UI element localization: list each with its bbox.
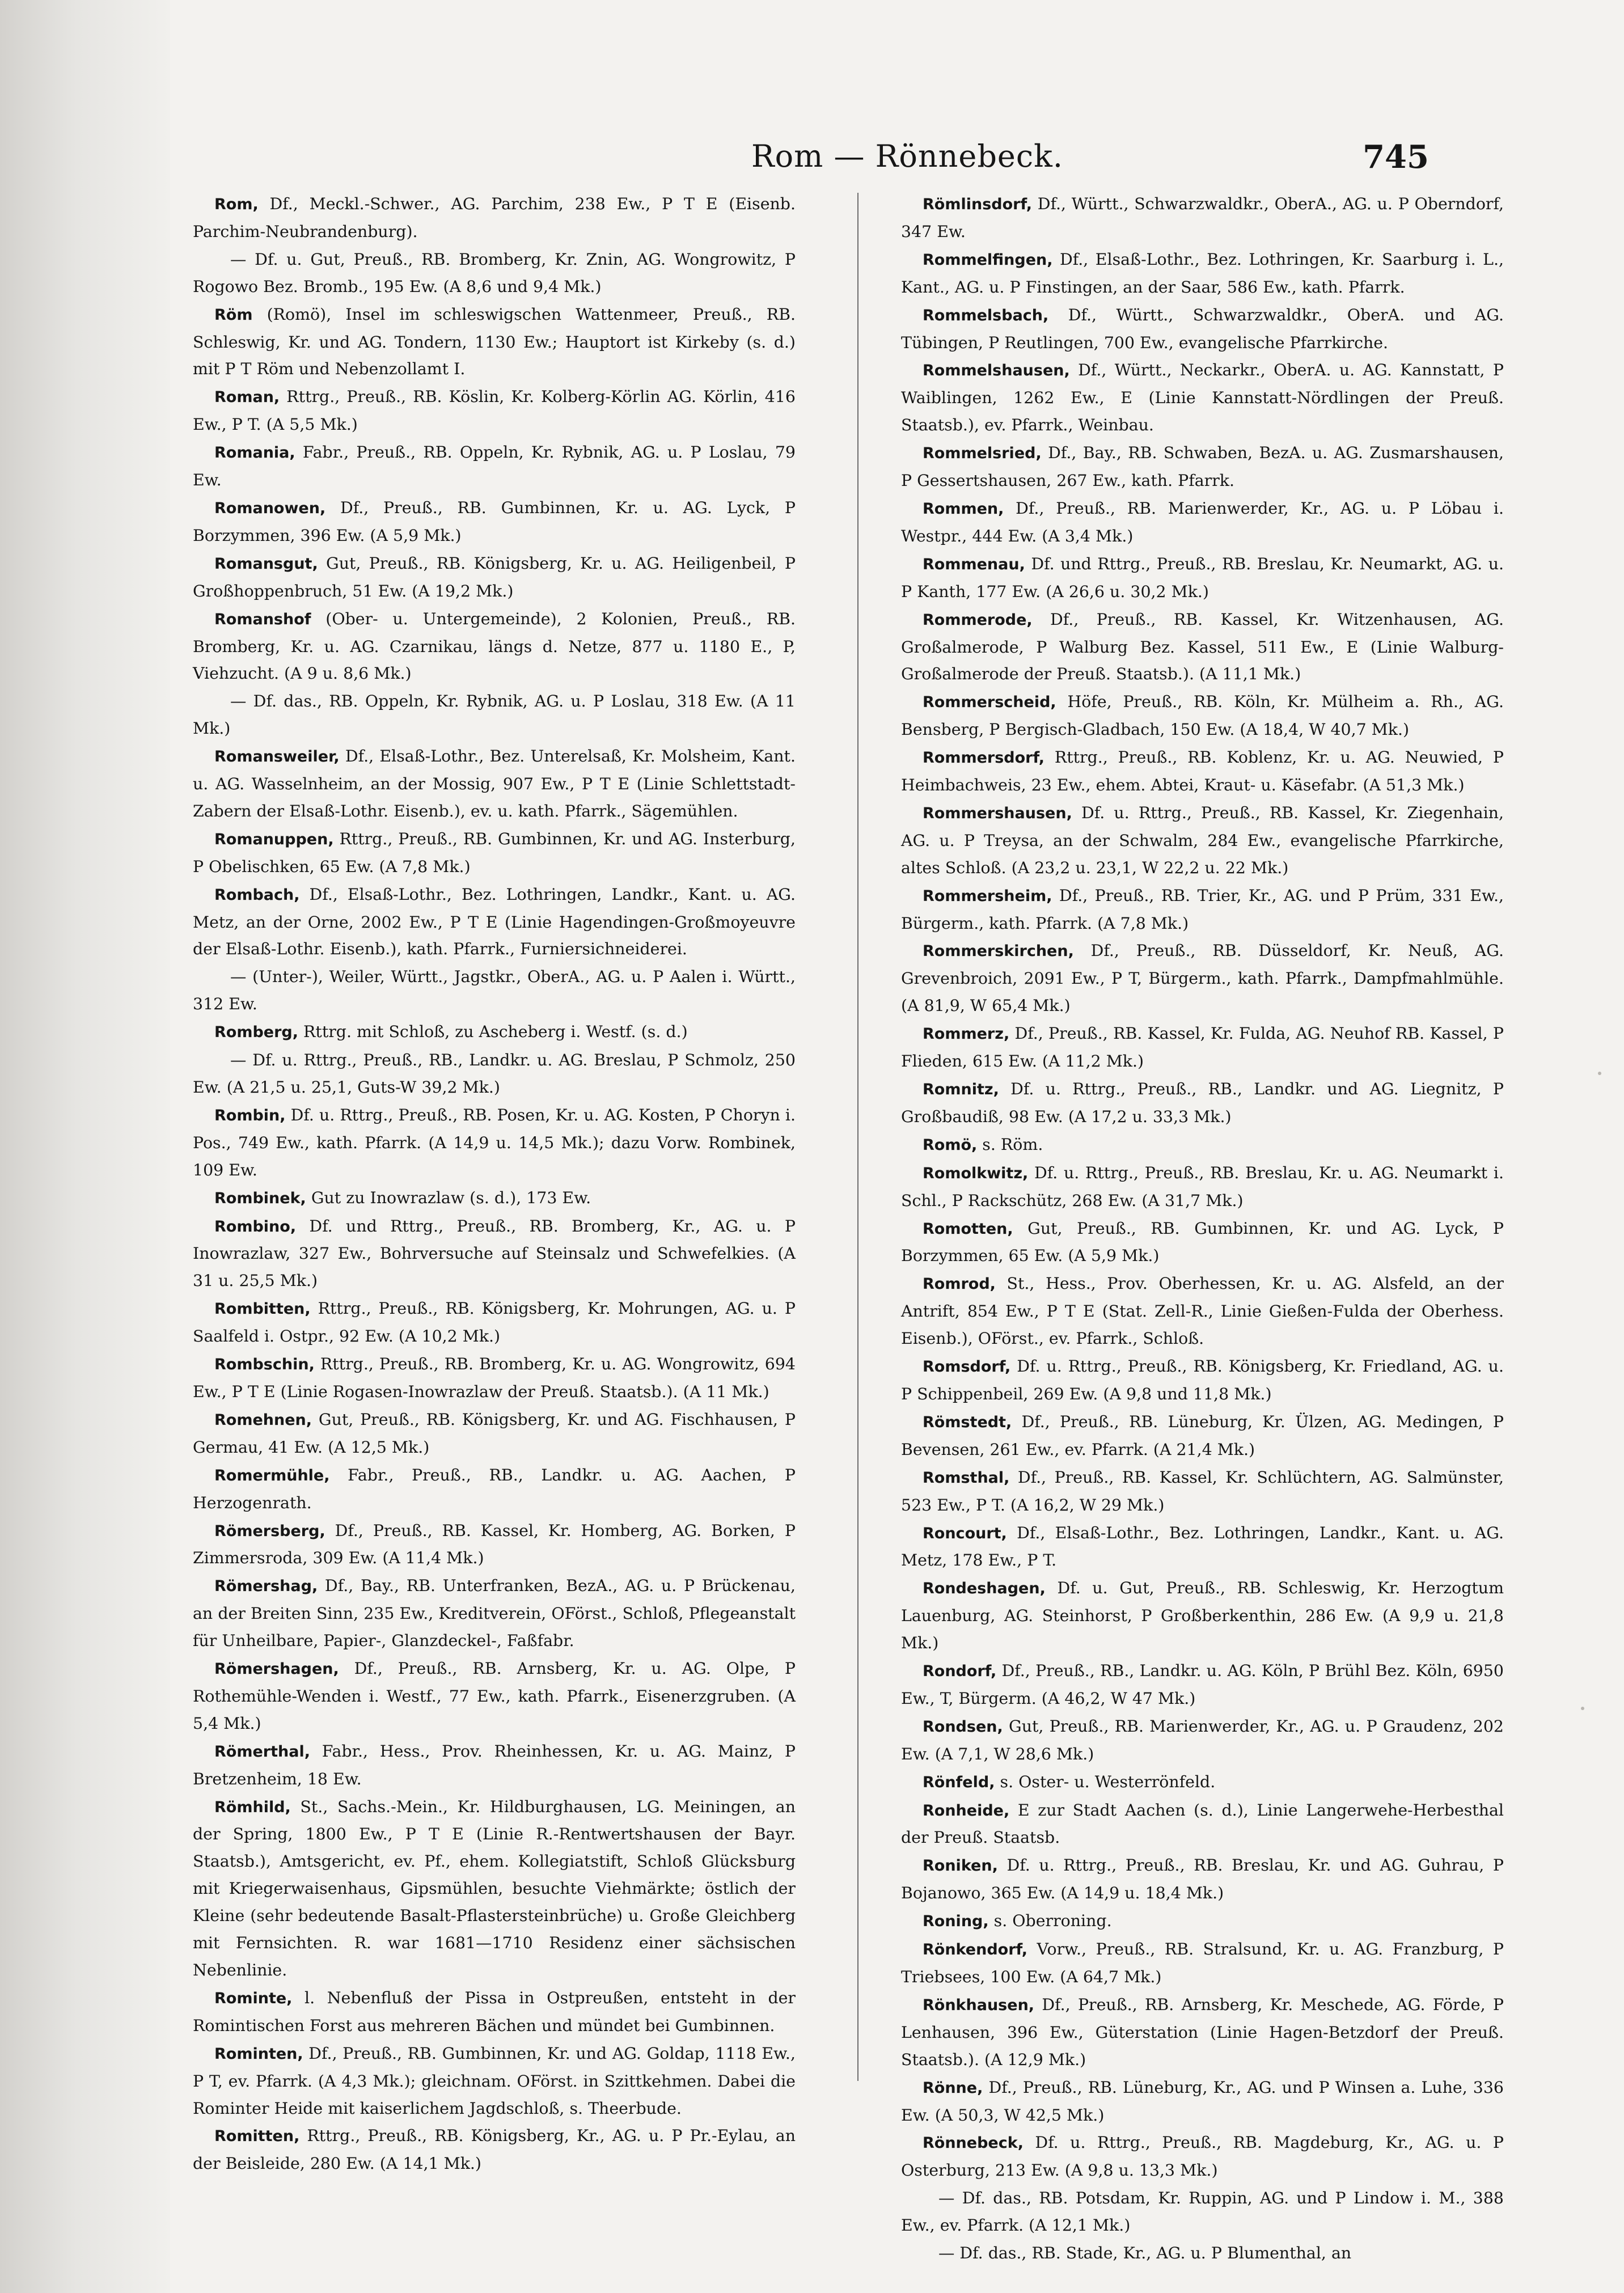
entry-text: Df., Preuß., RB., Landkr. u. AG. Köln, P Brühl Bez. Köln, 6950 Ew., T, Bürgerm. (A 46,2, W 47 Mk.) [901,1661,1504,1708]
dictionary-entry [901,302,1504,357]
dictionary-entry [901,937,1504,1019]
entry-text: Rttrg., Preuß., RB. Königsberg, Kr. Mohrungen, AG. u. P Saalfeld i. Ostpr., 92 Ew. (A 10,2 Mk.) [193,1299,796,1346]
entry-text: Df., Elsaß-Lothr., Bez. Lothringen, Landkr., Kant. u. AG. Metz, 178 Ew., P T. [901,1523,1504,1570]
dictionary-entry [901,191,1504,246]
entry-headword: Rommersdorf, [923,749,1045,767]
entry-text: Rttrg., Preuß., RB. Gumbinnen, Kr. und AG. Insterburg, P Obelischken, 65 Ew. (A 7,8 Mk.) [193,829,796,876]
dictionary-entry [901,2074,1504,2129]
entry-text: Df., Württ., Neckarkr., OberA. u. AG. Kannstatt, P Waiblingen, 1262 Ew., E (Linie Kannstatt-Nördlingen der Preuß. Staatsb.), ev. Pfarrk., Weinbau. [901,361,1504,435]
entry-text: Df. u. Rttrg., Preuß., RB. Kassel, Kr. Ziegenhain, AG. u. P Treysa, an der Schwalm, 284 Ew., evangelische Pfarrkirche, altes Schloß. (A 23,2 u. 23,1, W 22,2 u. 22 Mk.) [901,803,1504,877]
entry-headword: Römershag, [214,1577,318,1596]
entry-text: Df., Preuß., RB. Kassel, Kr. Witzenhausen, AG. Großalmerode, P Walburg Bez. Kassel, 511 Ew., E (Linie Walburg-Großalmerode der Preuß. Staatsb.). (A 11,1 Mk.) [901,610,1504,684]
dictionary-entry [193,2122,796,2177]
dictionary-entry [901,1464,1504,1519]
entry-headword: Rondsen, [923,1717,1003,1736]
entry-text: — Df. u. Rttrg., Preuß., RB., Landkr. u. AG. Breslau, P Schmolz, 250 Ew. (A 21,5 u. 25,1, Guts-W 39,2 Mk.) [193,1051,796,1097]
entry-headword: Roncourt, [923,1524,1007,1542]
left-column [193,191,796,2173]
entry-headword: Romanshof [214,610,311,628]
page-number: 745 [1363,138,1429,176]
dictionary-entry [193,1295,796,1350]
entry-text: Df., Elsaß-Lothr., Bez. Lothringen, Landkr., Kant. u. AG. Metz, an der Orne, 2002 Ew., P T E (Linie Hagendingen-Großmoyeuvre der Elsaß-Lothr. Eisenb.), kath. Pfarrk., Furniersichneiderei. [193,885,796,959]
dictionary-entry [193,1738,796,1793]
entry-headword: Romberg, [214,1023,299,1042]
entry-headword: Romsdorf, [923,1358,1011,1376]
entry-headword: Rondorf, [923,1662,997,1681]
entry-text: Df., Württ., Schwarzwaldkr., OberA. und AG. Tübingen, P Reutlingen, 700 Ew., evangelische Pfarrkirche. [901,305,1504,352]
dictionary-entry [901,495,1504,550]
entry-headword: Rommelsried, [923,445,1042,463]
dictionary-entry [901,1270,1504,1352]
entry-text: Df. u. Rttrg., Preuß., RB. Breslau, Kr. u. AG. Neumarkt i. Schl., P Rackschütz, 268 Ew. (A 31,7 Mk.) [901,1163,1504,1210]
entry-headword: Rombitten, [214,1300,311,1318]
dictionary-entry [193,494,796,549]
entry-headword: Rondeshagen, [923,1580,1046,1598]
entry-text: Df., Preuß., RB. Gumbinnen, Kr. und AG. Goldap, 1118 Ew., P T, ev. Pfarrk. (A 4,3 Mk.); gleichnam. OFörst. in Szittkehmen. Dabei die Rominter Heide mit kaiserlichem Jagdschloß, s. Theerbude. [193,2044,796,2118]
dictionary-entry [901,439,1504,494]
entry-text: — Df. u. Gut, Preuß., RB. Bromberg, Kr. Znin, AG. Wongrowitz, P Rogowo Bez. Bromb., 195 Ew. (A 8,6 und 9,4 Mk.) [193,249,796,296]
entry-text: St., Sachs.-Mein., Kr. Hildburghausen, LG. Meiningen, an der Spring, 1800 Ew., P T E (Linie R.-Rentwertshausen der Bayr. Staatsb.), Amtsgericht, ev. Pf., ehem. Kollegiatstift, Schloß Glücksburg mit Kriegerwaisenhaus, Gipsmühlen, besuchte Viehmärkte; östlich der Kleine (sehr bedeutende Basalt-Pflastersteinbrüche) u. Große Gleichberg mit Fernsichten. R. war 1681—1710 Residenz einer sächsischen Nebenlinie. [193,1797,796,1979]
dictionary-entry [193,191,796,246]
entry-headword: Rommen, [923,500,1004,518]
entry-headword: Rönkendorf, [923,1941,1028,1959]
dictionary-entry [193,881,796,963]
entry-text: (Romö), Insel im schleswigschen Wattenmeer, Preuß., RB. Schleswig, Kr. und AG. Tondern, 1130 Ew.; Hauptort ist Kirkeby (s. d.) mit P T Röm und Nebenzollamt I. [193,304,796,379]
entry-headword: Romsthal, [923,1469,1010,1487]
entry-text: Df. u. Rttrg., Preuß., RB. Posen, Kr. u. AG. Kosten, P Choryn i. Pos., 749 Ew., kath. Pfarrk. (A 14,9 u. 14,5 Mk.); dazu Vorw. Rombinek, 109 Ew. [193,1105,796,1179]
dictionary-entry [901,1936,1504,1991]
entry-headword: Roman, [214,388,280,407]
entry-text: Rttrg., Preuß., RB. Bromberg, Kr. u. AG. Wongrowitz, 694 Ew., P T E (Linie Rogasen-Inowrazlaw der Preuß. Staatsb.). (A 11 Mk.) [193,1355,796,1401]
entry-headword: Romanowen, [214,499,326,517]
entry-headword: Rommersheim, [923,887,1052,905]
dictionary-entry [193,301,796,383]
entry-headword: Römershagen, [214,1660,339,1678]
entry-text: s. Oberroning. [988,1911,1112,1931]
entry-text: Fabr., Preuß., RB., Landkr. u. AG. Aachen, P Herzogenrath. [193,1465,796,1512]
dictionary-entry [193,743,796,825]
page-header [204,134,1429,185]
entry-text: Df., Preuß., RB. Arnsberg, Kr. u. AG. Olpe, P Rothemühle-Wenden i. Westf., 77 Ew., kath. Pfarrk., Eisenerzgruben. (A 5,4 Mk.) [193,1659,796,1733]
entry-text: Df. u. Rttrg., Preuß., RB. Königsberg, Kr. Friedland, AG. u. P Schippenbeil, 269 Ew. (A 9,8 und 11,8 Mk.) [901,1357,1504,1403]
entry-headword: Rom, [214,196,259,213]
entry-headword: Rommerode, [923,611,1033,629]
dictionary-entry [193,1655,796,1737]
entry-headword: Romania, [214,444,295,462]
dictionary-entry [901,744,1504,799]
entry-text: Df. u. Rttrg., Preuß., RB. Magdeburg, Kr., AG. u. P Osterburg, 213 Ew. (A 9,8 u. 13,3 Mk.) [901,2133,1504,2180]
entry-text: Df., Preuß., RB. Kassel, Kr. Homberg, AG. Borken, P Zimmersroda, 309 Ew. (A 11,4 Mk.) [193,1521,796,1568]
dictionary-entry [193,826,796,881]
dictionary-entry [193,550,796,605]
dictionary-entry [901,1769,1504,1796]
dictionary-entry [193,1517,796,1572]
entry-headword: Roniken, [923,1857,998,1875]
dictionary-entry [901,2185,1504,2239]
entry-text: Df. u. Rttrg., Preuß., RB. Breslau, Kr. und AG. Guhrau, P Bojanowo, 365 Ew. (A 14,9 u. 18,4 Mk.) [901,1856,1504,1903]
entry-text: Gut, Preuß., RB. Königsberg, Kr. und AG. Fischhausen, P Germau, 41 Ew. (A 12,5 Mk.) [193,1410,796,1457]
entry-text: Gut zu Inowrazlaw (s. d.), 173 Ew. [306,1188,591,1207]
entry-headword: Rombino, [214,1217,297,1236]
entry-text: — (Unter-), Weiler, Württ., Jagstkr., OberA., AG. u. P Aalen i. Württ., 312 Ew. [193,967,796,1014]
entry-text: St., Hess., Prov. Oberhessen, Kr. u. AG. Alsfeld, an der Antrift, 854 Ew., P T E (Stat. Zell-R., Linie Gießen-Fulda der Oberhess. Eisenb.), OFörst., ev. Pfarrk., Schloß. [901,1274,1504,1348]
entry-text: Df., Preuß., RB. Lüneburg, Kr., AG. und P Winsen a. Luhe, 336 Ew. (A 50,3, W 42,5 Mk.) [901,2078,1504,2125]
dictionary-entry [193,963,796,1018]
dictionary-entry [901,1797,1504,1852]
entry-text: Df. und Rttrg., Preuß., RB. Breslau, Kr. Neumarkt, AG. u. P Kanth, 177 Ew. (A 26,6 u. 30,2 Mk.) [901,554,1504,601]
dictionary-entry [901,1991,1504,2074]
entry-text: Rttrg., Preuß., RB. Koblenz, Kr. u. AG. Neuwied, P Heimbachweis, 23 Ew., ehem. Abtei, Kraut- u. Käsefabr. (A 51,3 Mk.) [901,748,1504,795]
entry-text: — Df. das., RB. Potsdam, Kr. Ruppin, AG. und P Lindow i. M., 388 Ew., ev. Pfarrk. (A 12,1 Mk.) [901,2189,1504,2235]
entry-headword: Romansgut, [214,555,318,573]
entry-headword: Roning, [923,1913,989,1931]
entry-headword: Romö, [923,1136,978,1154]
dictionary-entry [901,1520,1504,1575]
entry-headword: Rönfeld, [923,1773,995,1791]
dictionary-entry [901,357,1504,439]
entry-headword: Romrod, [923,1275,996,1293]
entry-text: Gut, Preuß., RB. Gumbinnen, Kr. und AG. Lyck, P Borzymmen, 65 Ew. (A 5,9 Mk.) [901,1219,1504,1266]
entry-headword: Ronheide, [923,1801,1010,1820]
column-divider [857,193,858,2081]
right-column [901,191,1504,2263]
entry-headword: Romanuppen, [214,830,334,848]
dictionary-entry [901,1575,1504,1657]
entry-headword: Rombinek, [214,1189,306,1207]
entry-text: s. Röm. [977,1135,1043,1154]
entry-text: l. Nebenfluß der Pissa in Ostpreußen, entsteht in der Romintischen Forst aus mehreren Bächen und mündet bei Gumbinnen. [193,1988,796,2035]
entry-text: Df., Preuß., RB. Kassel, Kr. Schlüchtern, AG. Salmünster, 523 Ew., P T. (A 16,2, W 29 Mk.) [901,1467,1504,1514]
entry-text: Df., Meckl.-Schwer., AG. Parchim, 238 Ew., P T E (Eisenb. Parchim-Neubrandenburg). [193,194,796,241]
entry-text: Gut, Preuß., RB. Königsberg, Kr. u. AG. Heiligenbeil, P Großhoppenbruch, 51 Ew. (A 19,2 Mk.) [193,553,796,600]
entry-headword: Rombach, [214,886,300,904]
entry-text: Gut, Preuß., RB. Marienwerder, Kr., AG. u. P Graudenz, 202 Ew. (A 7,1, W 28,6 Mk.) [901,1716,1504,1763]
entry-text: Df. u. Gut, Preuß., RB. Schleswig, Kr. Herzogtum Lauenburg, AG. Steinhorst, P Großberkenthin, 286 Ew. (A 9,9 u. 21,8 Mk.) [901,1579,1504,1653]
entry-text: Df., Preuß., RB. Gumbinnen, Kr. u. AG. Lyck, P Borzymmen, 396 Ew. (A 5,9 Mk.) [193,498,796,545]
entry-text: Df., Bay., RB. Unterfranken, BezA., AG. u. P Brückenau, an der Breiten Sinn, 235 Ew., Kreditverein, OFörst., Schloß, Pflegeanstalt für Unheilbare, Papier-, Glanzdeckel-, Faßfabr. [193,1576,796,1651]
dictionary-entry [193,1406,796,1461]
entry-headword: Rommelsbach, [923,306,1049,324]
running-title: Rom — Rönnebeck. [751,138,1064,174]
entry-headword: Rommerskirchen, [923,942,1074,961]
dictionary-entry [901,799,1504,882]
entry-headword: Romermühle, [214,1466,330,1484]
dictionary-entry [901,1657,1504,1712]
dictionary-entry [193,606,796,688]
dictionary-entry [901,1713,1504,1768]
dictionary-entry [193,1184,796,1212]
entry-headword: Rönnebeck, [923,2134,1024,2152]
entry-text: Df., Bay., RB. Schwaben, BezA. u. AG. Zusmarshausen, P Gessertshausen, 267 Ew., kath. Pfarrk. [901,443,1504,490]
entry-headword: Rombschin, [214,1356,315,1374]
dictionary-entry [901,2240,1504,2267]
entry-headword: Romansweiler, [214,748,340,766]
dictionary-entry [901,1907,1504,1935]
dictionary-entry [193,1018,796,1046]
entry-text: Df. und Rttrg., Preuß., RB. Bromberg, Kr., AG. u. P Inowrazlaw, 327 Ew., Bohrversuche auf Steinsalz und Schwefelkies. (A 31 u. 25,5 Mk.) [193,1216,796,1291]
entry-headword: Römerthal, [214,1742,310,1761]
paper-speck [1581,1707,1584,1710]
entry-text: — Df. das., RB. Stade, Kr., AG. u. P Blumenthal, an [938,2244,1352,2263]
entry-headword: Römersberg, [214,1522,325,1540]
dictionary-entry [193,383,796,438]
entry-headword: Romehnen, [214,1411,312,1429]
dictionary-entry [901,1852,1504,1907]
dictionary-entry [193,1213,796,1295]
entry-headword: Romitten, [214,2127,300,2146]
entry-text: E zur Stadt Aachen (s. d.), Linie Langerwehe-Herbesthal der Preuß. Staatsb. [901,1800,1504,1847]
paper-speck [1598,1072,1601,1075]
entry-headword: Römlinsdorf, [923,196,1032,213]
dictionary-entry [193,1572,796,1655]
dictionary-entry [193,1047,796,1101]
entry-headword: Romotten, [923,1220,1013,1238]
entry-text: Df., Elsaß-Lothr., Bez. Unterelsaß, Kr. Molsheim, Kant. u. AG. Wasselnheim, an der Mossig, 907 Ew., P T E (Linie Schlettstadt-Zabern der Elsaß-Lothr. Eisenb.), ev. u. kath. Pfarrk., Sägemühlen. [193,747,796,820]
dictionary-entry [193,1985,796,2040]
dictionary-entry [901,246,1504,301]
entry-headword: Romolkwitz, [923,1164,1029,1182]
entry-headword: Rommerscheid, [923,693,1056,712]
entry-headword: Rönkhausen, [923,1996,1035,2014]
dictionary-entry [193,1351,796,1406]
entry-headword: Römhild, [214,1798,291,1816]
dictionary-entry [901,606,1504,688]
entry-headword: Rommelshausen, [923,362,1070,380]
dictionary-entry [901,2129,1504,2184]
dictionary-entry [901,688,1504,743]
entry-text: Df., Elsaß-Lothr., Bez. Lothringen, Kr. Saarburg i. L., Kant., AG. u. P Finstingen, an der Saar, 586 Ew., kath. Pfarrk. [901,249,1504,297]
dictionary-entry [193,688,796,742]
entry-text: Df., Preuß., RB. Marienwerder, Kr., AG. u. P Löbau i. Westpr., 444 Ew. (A 3,4 Mk.) [901,498,1504,545]
entry-text: — Df. das., RB. Oppeln, Kr. Rybnik, AG. u. P Loslau, 318 Ew. (A 11 Mk.) [193,692,796,738]
entry-headword: Römstedt, [923,1413,1012,1431]
entry-headword: Rominten, [214,2045,303,2063]
entry-text: (Ober- u. Untergemeinde), 2 Kolonien, Preuß., RB. Bromberg, Kr. u. AG. Czarnikau, längs d. Netze, 877 u. 1180 E., P, Viehzucht. (A 9 u. 8,6 Mk.) [193,609,796,683]
entry-text: Fabr., Hess., Prov. Rheinhessen, Kr. u. AG. Mainz, P Bretzenheim, 18 Ew. [193,1741,796,1788]
entry-text: Df., Preuß., RB. Kassel, Kr. Fulda, AG. Neuhof RB. Kassel, P Flieden, 615 Ew. (A 11,2 Mk.) [901,1024,1504,1071]
dictionary-entry [193,246,796,301]
entry-text: Höfe, Preuß., RB. Köln, Kr. Mülheim a. Rh., AG. Bensberg, P Bergisch-Gladbach, 150 Ew. (A 18,4, W 40,7 Mk.) [901,692,1504,739]
entry-headword: Röm [214,306,253,324]
dictionary-entry [901,882,1504,937]
dictionary-entry [193,1102,796,1184]
entry-headword: Rominte, [214,1989,293,2007]
entry-text: Rttrg. mit Schloß, zu Ascheberg i. Westf. (s. d.) [298,1022,688,1042]
entry-headword: Rommerz, [923,1025,1010,1043]
entry-text: Df. u. Rttrg., Preuß., RB., Landkr. und AG. Liegnitz, P Großbaudiß, 98 Ew. (A 17,2 u. 33,3 Mk.) [901,1080,1504,1126]
entry-headword: Romnitz, [923,1081,999,1098]
dictionary-entry [193,1462,796,1517]
dictionary-entry [901,1215,1504,1270]
entry-headword: Rombin, [214,1106,286,1124]
entry-text: Df., Preuß., RB. Düsseldorf, Kr. Neuß, AG. Grevenbroich, 2091 Ew., P T, Bürgerm., kath. Pfarrk., Dampfmahlmühle. (A 81,9, W 65,4 Mk.) [901,941,1504,1016]
dictionary-entry [193,2040,796,2122]
dictionary-entry [901,1353,1504,1408]
entry-text: Rttrg., Preuß., RB. Königsberg, Kr., AG. u. P Pr.-Eylau, an der Beisleide, 280 Ew. (A 14,1 Mk.) [193,2126,796,2173]
entry-text: s. Oster- u. Westerrönfeld. [995,1772,1216,1791]
dictionary-entry [901,1020,1504,1075]
dictionary-entry [193,439,796,494]
entry-text: Rttrg., Preuß., RB. Köslin, Kr. Kolberg-Körlin AG. Körlin, 416 Ew., P T. (A 5,5 Mk.) [193,387,796,434]
entry-headword: Rommenau, [923,555,1025,573]
dictionary-entry [901,1408,1504,1463]
entry-text: Df., Württ., Schwarzwaldkr., OberA., AG. u. P Oberndorf, 347 Ew. [901,194,1504,241]
dictionary-entry [901,1131,1504,1159]
dictionary-entry [901,551,1504,606]
entry-text: Df., Preuß., RB. Lüneburg, Kr. Ülzen, AG. Medingen, P Bevensen, 261 Ew., ev. Pfarrk. (A 21,4 Mk.) [901,1412,1504,1459]
dictionary-entry [901,1076,1504,1131]
dictionary-entry [901,1160,1504,1215]
page-binding-shadow [0,0,170,2293]
entry-text: Df., Preuß., RB. Trier, Kr., AG. und P Prüm, 331 Ew., Bürgerm., kath. Pfarrk. (A 7,8 Mk.) [901,886,1504,933]
dictionary-entry [193,1793,796,1984]
entry-text: Vorw., Preuß., RB. Stralsund, Kr. u. AG. Franzburg, P Triebsees, 100 Ew. (A 64,7 Mk.) [901,1940,1504,1986]
entry-headword: Rommelfingen, [923,251,1053,269]
entry-headword: Rönne, [923,2079,983,2097]
entry-headword: Rommershausen, [923,804,1072,822]
entry-text: Fabr., Preuß., RB. Oppeln, Kr. Rybnik, AG. u. P Loslau, 79 Ew. [193,443,796,490]
entry-text: Df., Preuß., RB. Arnsberg, Kr. Meschede, AG. Förde, P Lenhausen, 396 Ew., Güterstation (Linie Hagen-Betzdorf der Preuß. Staatsb.). (A 12,9 Mk.) [901,1995,1504,2069]
